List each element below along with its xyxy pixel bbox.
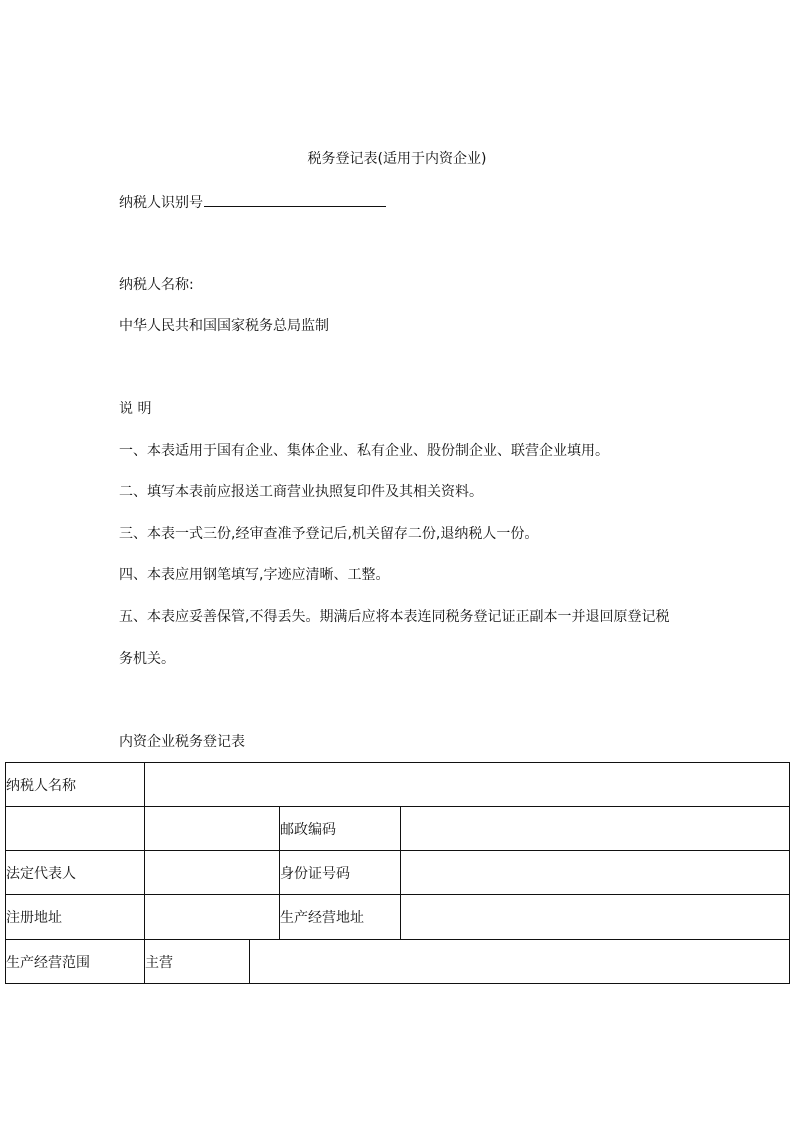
table-rule xyxy=(789,762,790,984)
id-number-cell xyxy=(280,851,400,894)
instruction-item: 四、本表应用钢笔填写,字迹应清晰、工整。 xyxy=(119,567,390,583)
instruction-item: 三、本表一式三份,经审查准予登记后,机关留存二份,退纳税人一份。 xyxy=(119,526,539,542)
legal-rep-input[interactable] xyxy=(145,851,279,894)
business-address-cell xyxy=(280,895,400,939)
postal-code-cell xyxy=(280,807,400,850)
row2-input[interactable] xyxy=(145,807,279,850)
taxpayer-id-label: 纳税人识别号 xyxy=(119,195,203,211)
document-title: 税务登记表(适用于内资企业) xyxy=(307,151,487,167)
business-scope-cell xyxy=(6,940,144,983)
taxpayer-name-input[interactable] xyxy=(145,763,789,806)
legal-rep-cell xyxy=(6,851,144,894)
id-number-input[interactable] xyxy=(401,851,789,894)
postal-code-input[interactable] xyxy=(401,807,789,850)
instruction-item: 一、本表适用于国有企业、集体企业、私有企业、股份制企业、联营企业填用。 xyxy=(119,443,609,459)
taxpayer-id-row xyxy=(119,192,386,212)
blank-label-cell xyxy=(6,807,144,850)
main-business-cell xyxy=(145,940,249,983)
taxpayer-name-label: 纳税人名称: xyxy=(119,277,194,293)
instructions-heading: 说 明 xyxy=(119,401,152,417)
registered-address-input[interactable] xyxy=(145,895,279,939)
supervisor-text: 中华人民共和国国家税务总局监制 xyxy=(119,318,329,334)
business-scope-label: 生产经营范围 xyxy=(6,954,90,971)
legal-rep-label: 法定代表人 xyxy=(6,865,76,882)
postal-code-label: 邮政编码 xyxy=(280,821,336,838)
business-address-label: 生产经营地址 xyxy=(280,910,364,926)
form-title: 内资企业税务登记表 xyxy=(119,734,245,750)
taxpayer-name-cell xyxy=(6,763,144,806)
instruction-item: 二、填写本表前应报送工商营业执照复印件及其相关资料。 xyxy=(119,484,483,500)
main-business-label: 主营 xyxy=(145,954,173,971)
taxpayer-id-field[interactable] xyxy=(204,192,386,207)
instruction-item: 五、本表应妥善保管,不得丢失。期满后应将本表连同税务登记证正副本一并退回原登记税 xyxy=(119,609,670,625)
table-rule xyxy=(5,983,790,984)
instruction-item: 务机关。 xyxy=(119,651,175,667)
id-number-label: 身份证号码 xyxy=(280,865,350,882)
main-business-input[interactable] xyxy=(250,940,789,983)
registered-address-cell xyxy=(6,895,144,939)
taxpayer-name-cell-label: 纳税人名称 xyxy=(6,777,76,794)
business-address-input[interactable] xyxy=(401,895,789,939)
registered-address-label: 注册地址 xyxy=(6,910,62,926)
